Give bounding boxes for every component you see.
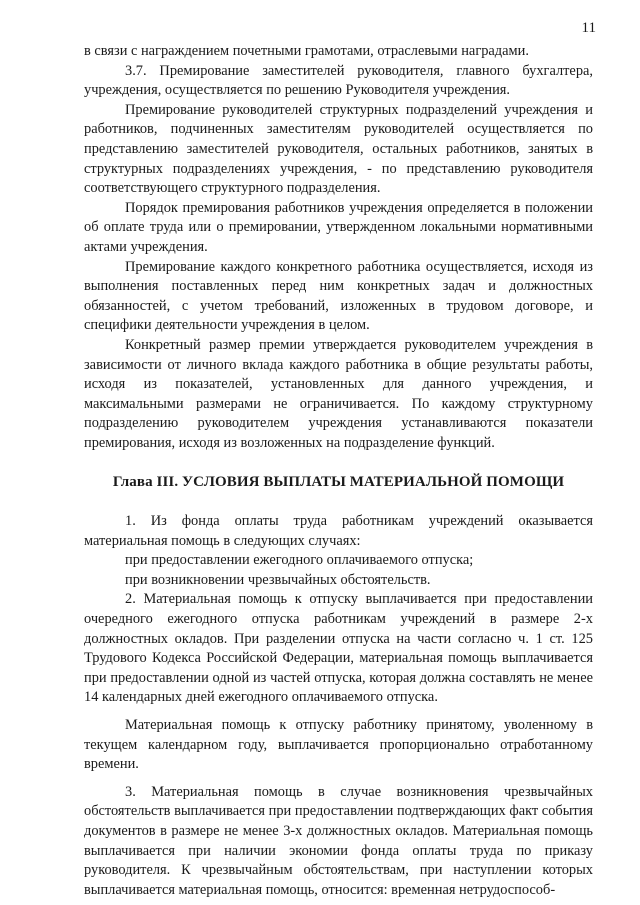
paragraph-proportional-aid: Материальная помощь к отпуску работнику принятому, уволенному в текущем календарном году, выплачивается пропорционально отработанному времени. <box>84 717 593 773</box>
paragraph-3-7-deputies-bonus: 3.7. Премирование заместителей руководителя, главного бухгалтера, учреждения, осуществляется по решению Руководителя учреждения. <box>84 62 593 99</box>
paragraph-bonus-amount: Конкретный размер премии утверждается руководителем учреждения в зависимости от личного вклада каждого работника в общие результаты работы, исходя из показателей, установленных для данного учреждения, и максимальными размерами не ограничивается. По каждому структурному подразделению руководителем учреждения устанавливаются показатели премирования, исходя из возложенных на подразделение функций. <box>84 336 593 451</box>
list-item-annual-leave: при предоставлении ежегодного оплачиваемого отпуска; <box>125 552 474 569</box>
paragraph-1-material-aid-cases: 1. Из фонда оплаты труда работникам учреждений оказывается материальная помощь в следующих случаях: <box>84 513 593 549</box>
paragraph-bonus-procedure: Порядок премирования работников учреждения определяется в положении об оплате труда или о премировании, утвержденном локальными нормативными актами учреждения. <box>84 199 593 255</box>
list-item-emergency: при возникновении чрезвычайных обстоятельств. <box>125 571 431 588</box>
paragraph-department-heads-bonus: Премирование руководителей структурных подразделений учреждения и работников, подчиненных заместителям руководителей осуществляется по представлению заместителей руководителя, остальных работников, занятых в структурных подразделениях учреждения, - по представлению руководителя соответствующего структурного подразделения. <box>84 101 593 197</box>
chapter-title: Глава III. УСЛОВИЯ ВЫПЛАТЫ МАТЕРИАЛЬНОЙ ПОМОЩИ <box>112 474 565 491</box>
page-number: 11 <box>581 20 596 36</box>
paragraph-awards-continuation: в связи с награждением почетными грамотами, отраслевыми наградами. <box>84 43 529 59</box>
document-body <box>84 42 593 900</box>
paragraph-3-emergency-aid: 3. Материальная помощь в случае возникновения чрезвычайных обстоятельств выплачивается при предоставлении подтверждающих факт события документов в размере не менее 3-х должностных окладов. Материальная помощь выплачивается при наличии экономии фонда оплаты труда по приказу руководителя. К чрезвычайным обстоятельствам, при наступлении которых выплачивается материальная помощь, относится: временная нетрудоспособ- <box>84 783 593 898</box>
paragraph-individual-bonus: Премирование каждого конкретного работника осуществляется, исходя из выполнения поставленных перед ним конкретных задач и должностных обязанностей, с учетом требований, изложенных в трудовом договоре, и специфики деятельности учреждения в целом. <box>84 258 593 334</box>
paragraph-2-leave-aid: 2. Материальная помощь к отпуску выплачивается при предоставлении очередного ежегодного отпуска работникам учреждений в размере 2-х должностных окладов. При разделении отпуска на части согласно ч. 1 ст. 125 Трудового Кодекса Российской Федерации, материальная помощь выплачивается при предоставлении одной из частей отпуска, которая должна составлять не менее 14 календарных дней ежегодного оплачиваемого отпуска. <box>84 591 593 706</box>
